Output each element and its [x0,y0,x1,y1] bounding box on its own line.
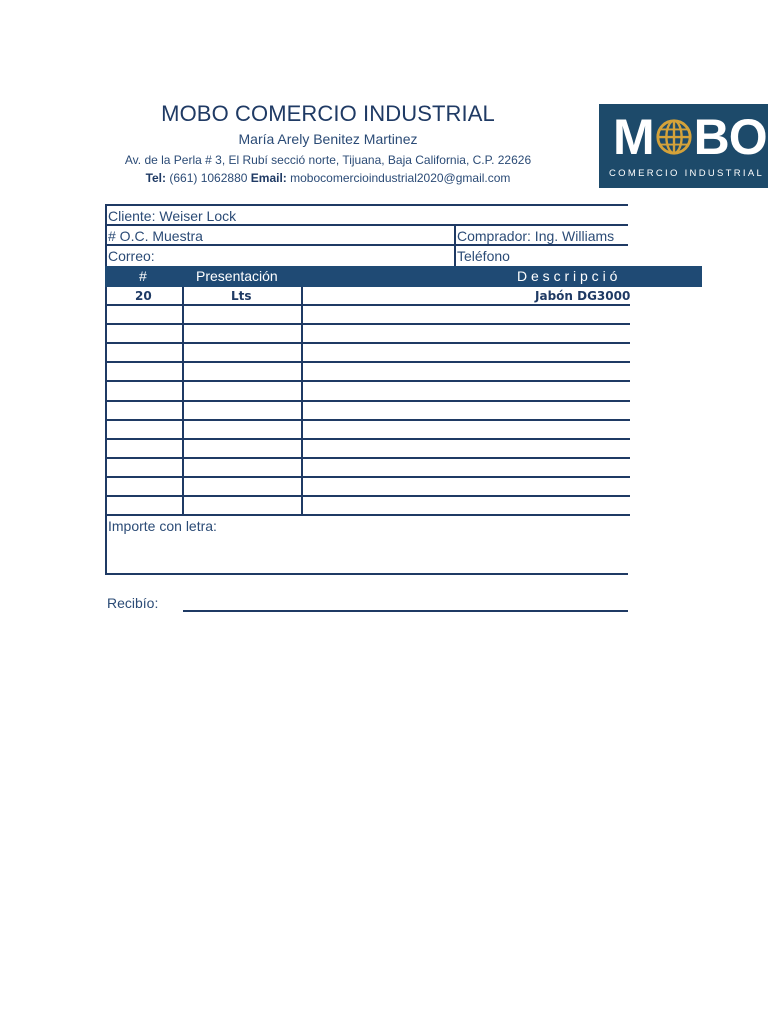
row-divider [107,400,630,402]
row-divider [454,246,456,266]
amount-in-words-label: Importe con letra: [108,518,217,534]
row-description: Jabón DG3000 [535,289,631,303]
comprador-field: Comprador: Ing. Williams [457,228,615,244]
company-logo [599,104,768,188]
received-by-label: Recibío: [107,595,159,611]
column-header-number: # [139,268,147,284]
globe-icon [655,118,693,156]
row-divider [107,476,630,478]
tel-label: Tel: [145,171,167,185]
logo-wordmark [613,108,767,166]
owner-name: María Arely Benitez Martinez [238,131,418,147]
column-header-presentation: Presentación [196,268,278,284]
company-contact [100,171,556,185]
cliente-row [105,204,628,226]
email-value: mobocomercioindustrial2020@gmail.com [290,171,511,185]
correo-field: Correo: [108,248,155,264]
oc-row [105,224,628,246]
correo-row [105,244,628,266]
company-address: Av. de la Perla # 3, El Rubí secció norte, Tijuana, Baja California, C.P. 22626 [124,153,532,167]
telefono-field: Teléfono [457,248,510,264]
logo-letters-right: BO [693,109,767,165]
row-divider [107,323,630,325]
row-divider [107,495,630,497]
row-divider [107,361,630,363]
row-divider [107,419,630,421]
row-divider [107,342,630,344]
tel-value: (661) 1062880 [169,171,248,185]
company-title: MOBO COMERCIO INDUSTRIAL [161,101,495,126]
amount-in-words-box [105,517,628,575]
row-divider [107,304,630,306]
row-divider [107,457,630,459]
row-presentation: Lts [231,289,252,303]
column-header-description: D e s c r i p c i ó [517,268,618,284]
cliente-field: Cliente: Weiser Lock [108,208,237,224]
oc-field: # O.C. Muestra [108,228,203,244]
row-qty: 20 [135,289,152,303]
email-label: Email: [250,171,287,185]
row-divider [454,226,456,246]
items-table [105,287,631,517]
logo-tagline: COMERCIO INDUSTRIAL [609,168,765,179]
row-divider [107,438,630,440]
signature-line [183,610,628,612]
row-divider [107,380,630,382]
row-divider [107,514,630,516]
table-header [105,266,702,287]
logo-letters-left: M [613,109,654,165]
